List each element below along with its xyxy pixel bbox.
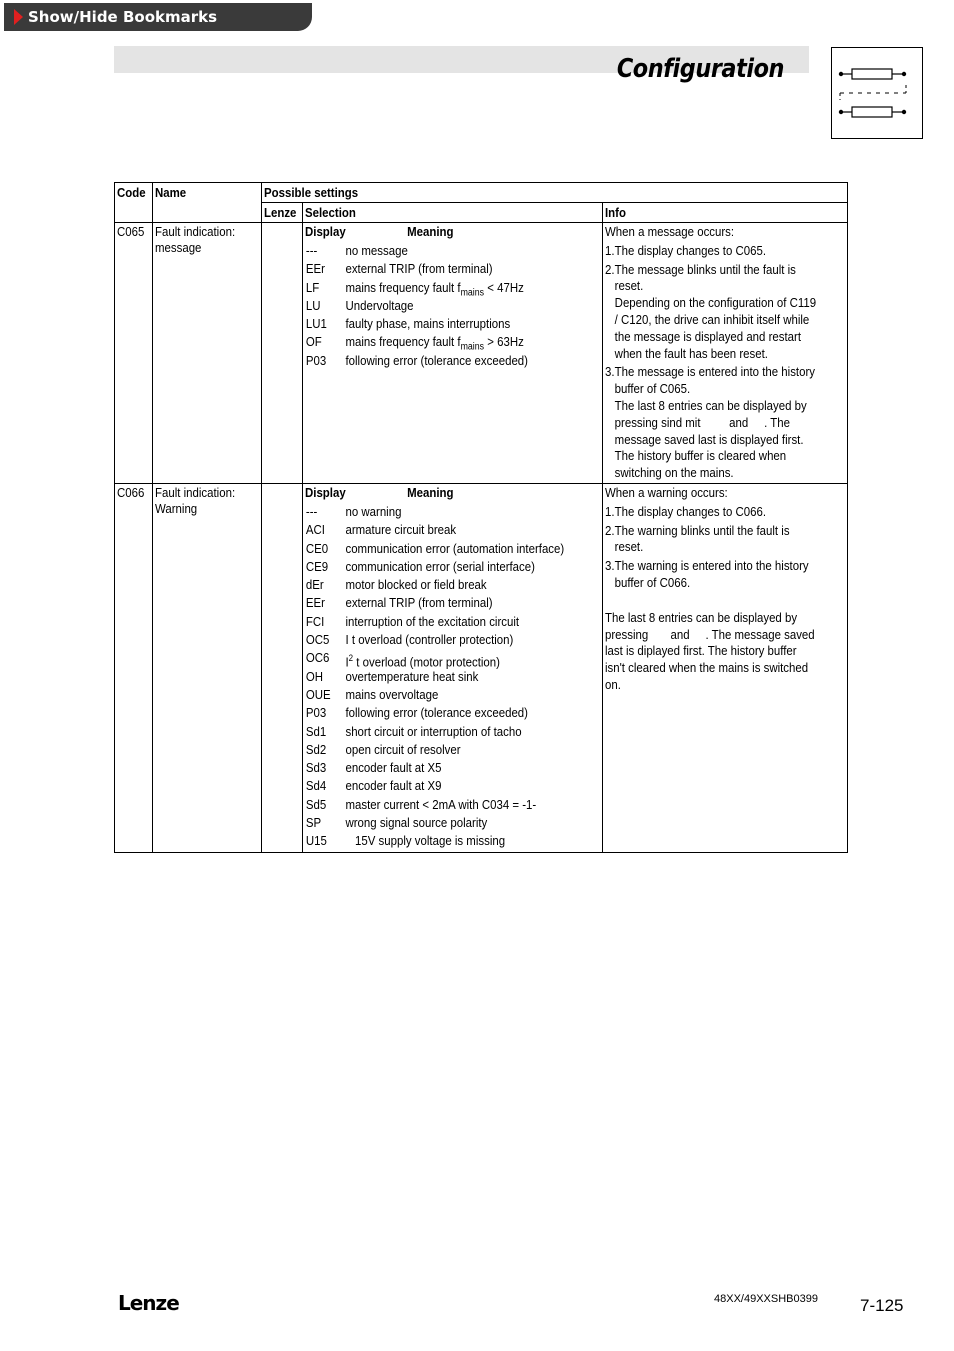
- selection-entry: [305, 297, 528, 315]
- info-list-item: [605, 364, 816, 482]
- selection-header: Display Meaning: [305, 224, 454, 239]
- configuration-icon: [831, 47, 923, 139]
- parameter-table: [114, 182, 848, 853]
- table-row: [115, 223, 848, 484]
- display-code: Sd5: [306, 796, 327, 812]
- meaning-main: mains overvoltage: [345, 686, 439, 702]
- info-item-text: [615, 558, 815, 592]
- meaning-text: [346, 242, 529, 260]
- info-line: last is diplayed first. The history buffer: [604, 643, 797, 659]
- info-item-number: 1.: [604, 503, 615, 519]
- meaning-text: [345, 333, 529, 354]
- meaning-text: [346, 576, 565, 594]
- info-item-number: 2.: [604, 261, 615, 277]
- display-code: LU1: [306, 316, 328, 332]
- info-cell: [602, 483, 847, 852]
- display-code: EEr: [306, 595, 326, 611]
- selection-entry: [305, 777, 564, 795]
- display-code: Sd1: [306, 723, 327, 739]
- bookmarks-label: Show/Hide Bookmarks: [28, 8, 218, 26]
- show-hide-bookmarks-button[interactable]: [4, 3, 312, 31]
- meaning-main: open circuit of resolver: [345, 741, 461, 757]
- selection-entry: [305, 649, 564, 670]
- meaning-text: [346, 503, 565, 521]
- meaning-text: [346, 777, 565, 795]
- meaning-text: [346, 631, 565, 649]
- info-line: The display changes to C065.: [614, 242, 766, 258]
- selection-entry: [305, 759, 564, 777]
- info-line: The message is entered into the history: [614, 364, 815, 380]
- info-list-item: [605, 523, 815, 557]
- subscript: mains: [460, 287, 485, 299]
- selection-cell: [303, 483, 603, 852]
- meaning-main: faulty phase, mains interruptions: [345, 316, 511, 332]
- meaning-text: [346, 741, 565, 759]
- meaning-text: [346, 759, 565, 777]
- triangle-right-icon: [14, 9, 23, 25]
- info-line: when the fault has been reset.: [614, 345, 768, 361]
- selection-entry: [305, 503, 564, 521]
- meaning-main: overtemperature heat sink: [345, 668, 479, 684]
- info-line: The message blinks until the fault is: [614, 261, 796, 277]
- name-cell: Fault indication: message: [152, 223, 261, 484]
- superscript: 2: [349, 653, 354, 664]
- display-code: OUE: [306, 686, 332, 702]
- meaning-main: master current < 2mA with C034 = -1-: [345, 796, 537, 812]
- meaning-main: communication error (serial interface): [345, 558, 536, 574]
- display-code: CE9: [306, 558, 329, 574]
- info-item-text: [615, 262, 816, 363]
- info-item-number: 3.: [604, 364, 615, 380]
- info-list-item: [605, 243, 816, 260]
- meaning-text: [346, 260, 529, 278]
- selection-entry: [305, 796, 564, 814]
- selection-entry: [305, 594, 564, 612]
- lenze-cell: [261, 223, 303, 484]
- meaning-text: [345, 649, 565, 670]
- meaning-text: [346, 352, 529, 370]
- spacer: [605, 592, 815, 610]
- display-code: OC6: [306, 650, 330, 666]
- selection-entry: [305, 704, 564, 722]
- info-line: isn't cleared when the mains is switched: [604, 660, 809, 676]
- display-code: dEr: [306, 577, 325, 593]
- info-text: [605, 485, 815, 694]
- lenze-cell: [261, 483, 303, 852]
- selection-entry: [305, 631, 564, 649]
- selection-entry: [305, 832, 564, 850]
- info-line: The warning is entered into the history: [614, 558, 809, 574]
- meaning-text: [346, 704, 565, 722]
- info-line: reset.: [614, 539, 644, 555]
- info-line: The history buffer is cleared when: [614, 448, 787, 464]
- header-selection: Selection: [303, 203, 603, 223]
- meaning-main: no warning: [345, 503, 402, 519]
- meaning-main: interruption of the excitation circuit: [345, 613, 520, 629]
- info-item-number: 2.: [604, 522, 615, 538]
- meaning-main: motor blocked or field break: [345, 577, 487, 593]
- header-possible-settings: Possible settings: [261, 183, 847, 203]
- selection-header: Display Meaning: [305, 484, 454, 500]
- code-cell: C066: [115, 483, 153, 852]
- selection-entry: [305, 741, 564, 759]
- selection-entry: [305, 686, 564, 704]
- info-line: reset.: [614, 278, 644, 294]
- meaning-main: wrong signal source polarity: [345, 815, 488, 830]
- selection-entry: [305, 540, 564, 558]
- meaning-main: no message: [345, 243, 409, 258]
- meaning-text: [346, 796, 565, 814]
- meaning-text: [346, 723, 565, 741]
- page-title: Configuration: [616, 54, 784, 84]
- meaning-main: encoder fault at X5: [345, 760, 442, 776]
- info-line: on.: [604, 676, 621, 692]
- meaning-main: external TRIP (from terminal): [345, 595, 493, 611]
- info-line: / C120, the drive can inhibit itself while: [614, 311, 810, 327]
- meaning-main: mains frequency fault f: [345, 279, 461, 295]
- selection-entry: [305, 814, 564, 832]
- selection-entry: [305, 576, 564, 594]
- display-code: ACI: [306, 522, 326, 538]
- code-cell: C065: [115, 223, 153, 484]
- meaning-text: [346, 832, 565, 850]
- info-line: The last 8 entries can be displayed by: [614, 397, 807, 413]
- selection-entry: [305, 242, 528, 260]
- meaning-suffix: > 63Hz: [484, 334, 525, 350]
- meaning-main: I: [345, 654, 350, 670]
- meaning-text: [346, 668, 565, 686]
- info-list-item: [605, 558, 815, 592]
- selection-entry: [305, 260, 528, 278]
- meaning-text: [346, 558, 565, 576]
- display-code: Sd4: [306, 778, 327, 794]
- meaning-text: [346, 297, 529, 315]
- selection-entry: [305, 279, 528, 297]
- info-line: buffer of C066.: [614, 574, 691, 590]
- selection-entry: [305, 352, 528, 370]
- meaning-main: external TRIP (from terminal): [345, 261, 493, 277]
- selection-entry: [305, 333, 528, 354]
- info-line: message saved last is displayed first.: [614, 431, 804, 447]
- display-code: ---: [306, 503, 318, 519]
- display-code: EEr: [306, 261, 326, 277]
- meaning-text: [346, 315, 529, 333]
- display-code: Sd3: [306, 760, 327, 776]
- info-intro: When a warning occurs:: [604, 484, 728, 500]
- selection-cell: [303, 223, 603, 484]
- info-list-item: [605, 504, 815, 521]
- subscript: mains: [460, 342, 485, 354]
- meaning-main: armature circuit break: [345, 522, 457, 538]
- meaning-text: [346, 521, 565, 539]
- meaning-text: [346, 279, 529, 297]
- meaning-main: encoder fault at X9: [345, 778, 442, 794]
- selection-entry: [305, 723, 564, 741]
- display-code: P03: [306, 352, 327, 368]
- info-cell: [602, 223, 847, 484]
- info-line: pressing and . The message saved: [604, 626, 815, 642]
- info-intro: When a message occurs:: [604, 224, 734, 239]
- meaning-text: [346, 613, 565, 631]
- table-row: [115, 483, 848, 852]
- info-line: switching on the mains.: [614, 465, 734, 481]
- meaning-text: [346, 814, 565, 832]
- display-code: P03: [306, 705, 327, 721]
- header-code: Code: [115, 183, 153, 223]
- display-code: LF: [306, 279, 320, 295]
- selection-entry: [305, 668, 564, 686]
- info-list-item: [605, 262, 816, 363]
- lenze-logo: Lenze: [118, 1291, 179, 1315]
- meaning-main: mains frequency fault f: [345, 334, 461, 350]
- display-code: SP: [306, 815, 322, 830]
- info-item-text: [615, 504, 815, 521]
- meaning-main: communication error (automation interface): [345, 540, 565, 556]
- meaning-suffix: < 47Hz: [484, 279, 525, 295]
- display-code: ---: [306, 243, 318, 258]
- meaning-main: following error (tolerance exceeded): [345, 705, 529, 721]
- display-code: Sd2: [306, 741, 327, 757]
- meaning-main: 15V supply voltage is missing: [345, 833, 506, 849]
- selection-list: [305, 242, 528, 370]
- info-line: The warning blinks until the fault is: [614, 522, 790, 538]
- info-line: The last 8 entries can be displayed by: [604, 609, 797, 625]
- meaning-suffix: t overload (motor protection): [353, 654, 501, 670]
- selection-entry: [305, 521, 564, 539]
- selection-entry: [305, 315, 528, 333]
- meaning-main: I t overload (controller protection): [345, 632, 514, 648]
- header-lenze: Lenze: [261, 203, 303, 223]
- display-code: OF: [306, 334, 323, 350]
- info-item-number: 3.: [604, 558, 615, 574]
- document-id: 48XX/49XXSHB0399: [714, 1293, 818, 1305]
- info-item-text: [615, 523, 815, 557]
- info-item-text: [615, 364, 816, 482]
- info-line: The display changes to C066.: [614, 503, 766, 519]
- info-line: pressing sind mit and . The: [614, 414, 790, 430]
- meaning-text: [346, 686, 565, 704]
- info-line: the message is displayed and restart: [614, 328, 801, 344]
- header-name: Name: [152, 183, 261, 223]
- selection-entry: [305, 613, 564, 631]
- header-info: Info: [602, 203, 847, 223]
- info-text: [605, 224, 816, 482]
- page-number: 7-125: [860, 1296, 904, 1315]
- info-item-number: 1.: [604, 242, 615, 258]
- selection-list: [305, 503, 564, 851]
- display-code: U15: [306, 833, 328, 849]
- meaning-text: [346, 540, 565, 558]
- meaning-main: short circuit or interruption of tacho: [345, 723, 522, 739]
- meaning-main: Undervoltage: [345, 297, 414, 313]
- meaning-text: [346, 594, 565, 612]
- display-code: LU: [306, 297, 321, 313]
- info-item-text: [615, 243, 816, 260]
- name-cell: Fault indication: Warning: [152, 483, 261, 852]
- display-code: OC5: [306, 632, 330, 648]
- selection-entry: [305, 558, 564, 576]
- meaning-main: following error (tolerance exceeded): [345, 352, 529, 368]
- display-code: FCI: [306, 613, 325, 629]
- info-line: buffer of C065.: [614, 381, 691, 397]
- display-code: CE0: [306, 540, 329, 556]
- display-code: OH: [306, 668, 324, 684]
- info-line: Depending on the configuration of C119: [614, 295, 816, 311]
